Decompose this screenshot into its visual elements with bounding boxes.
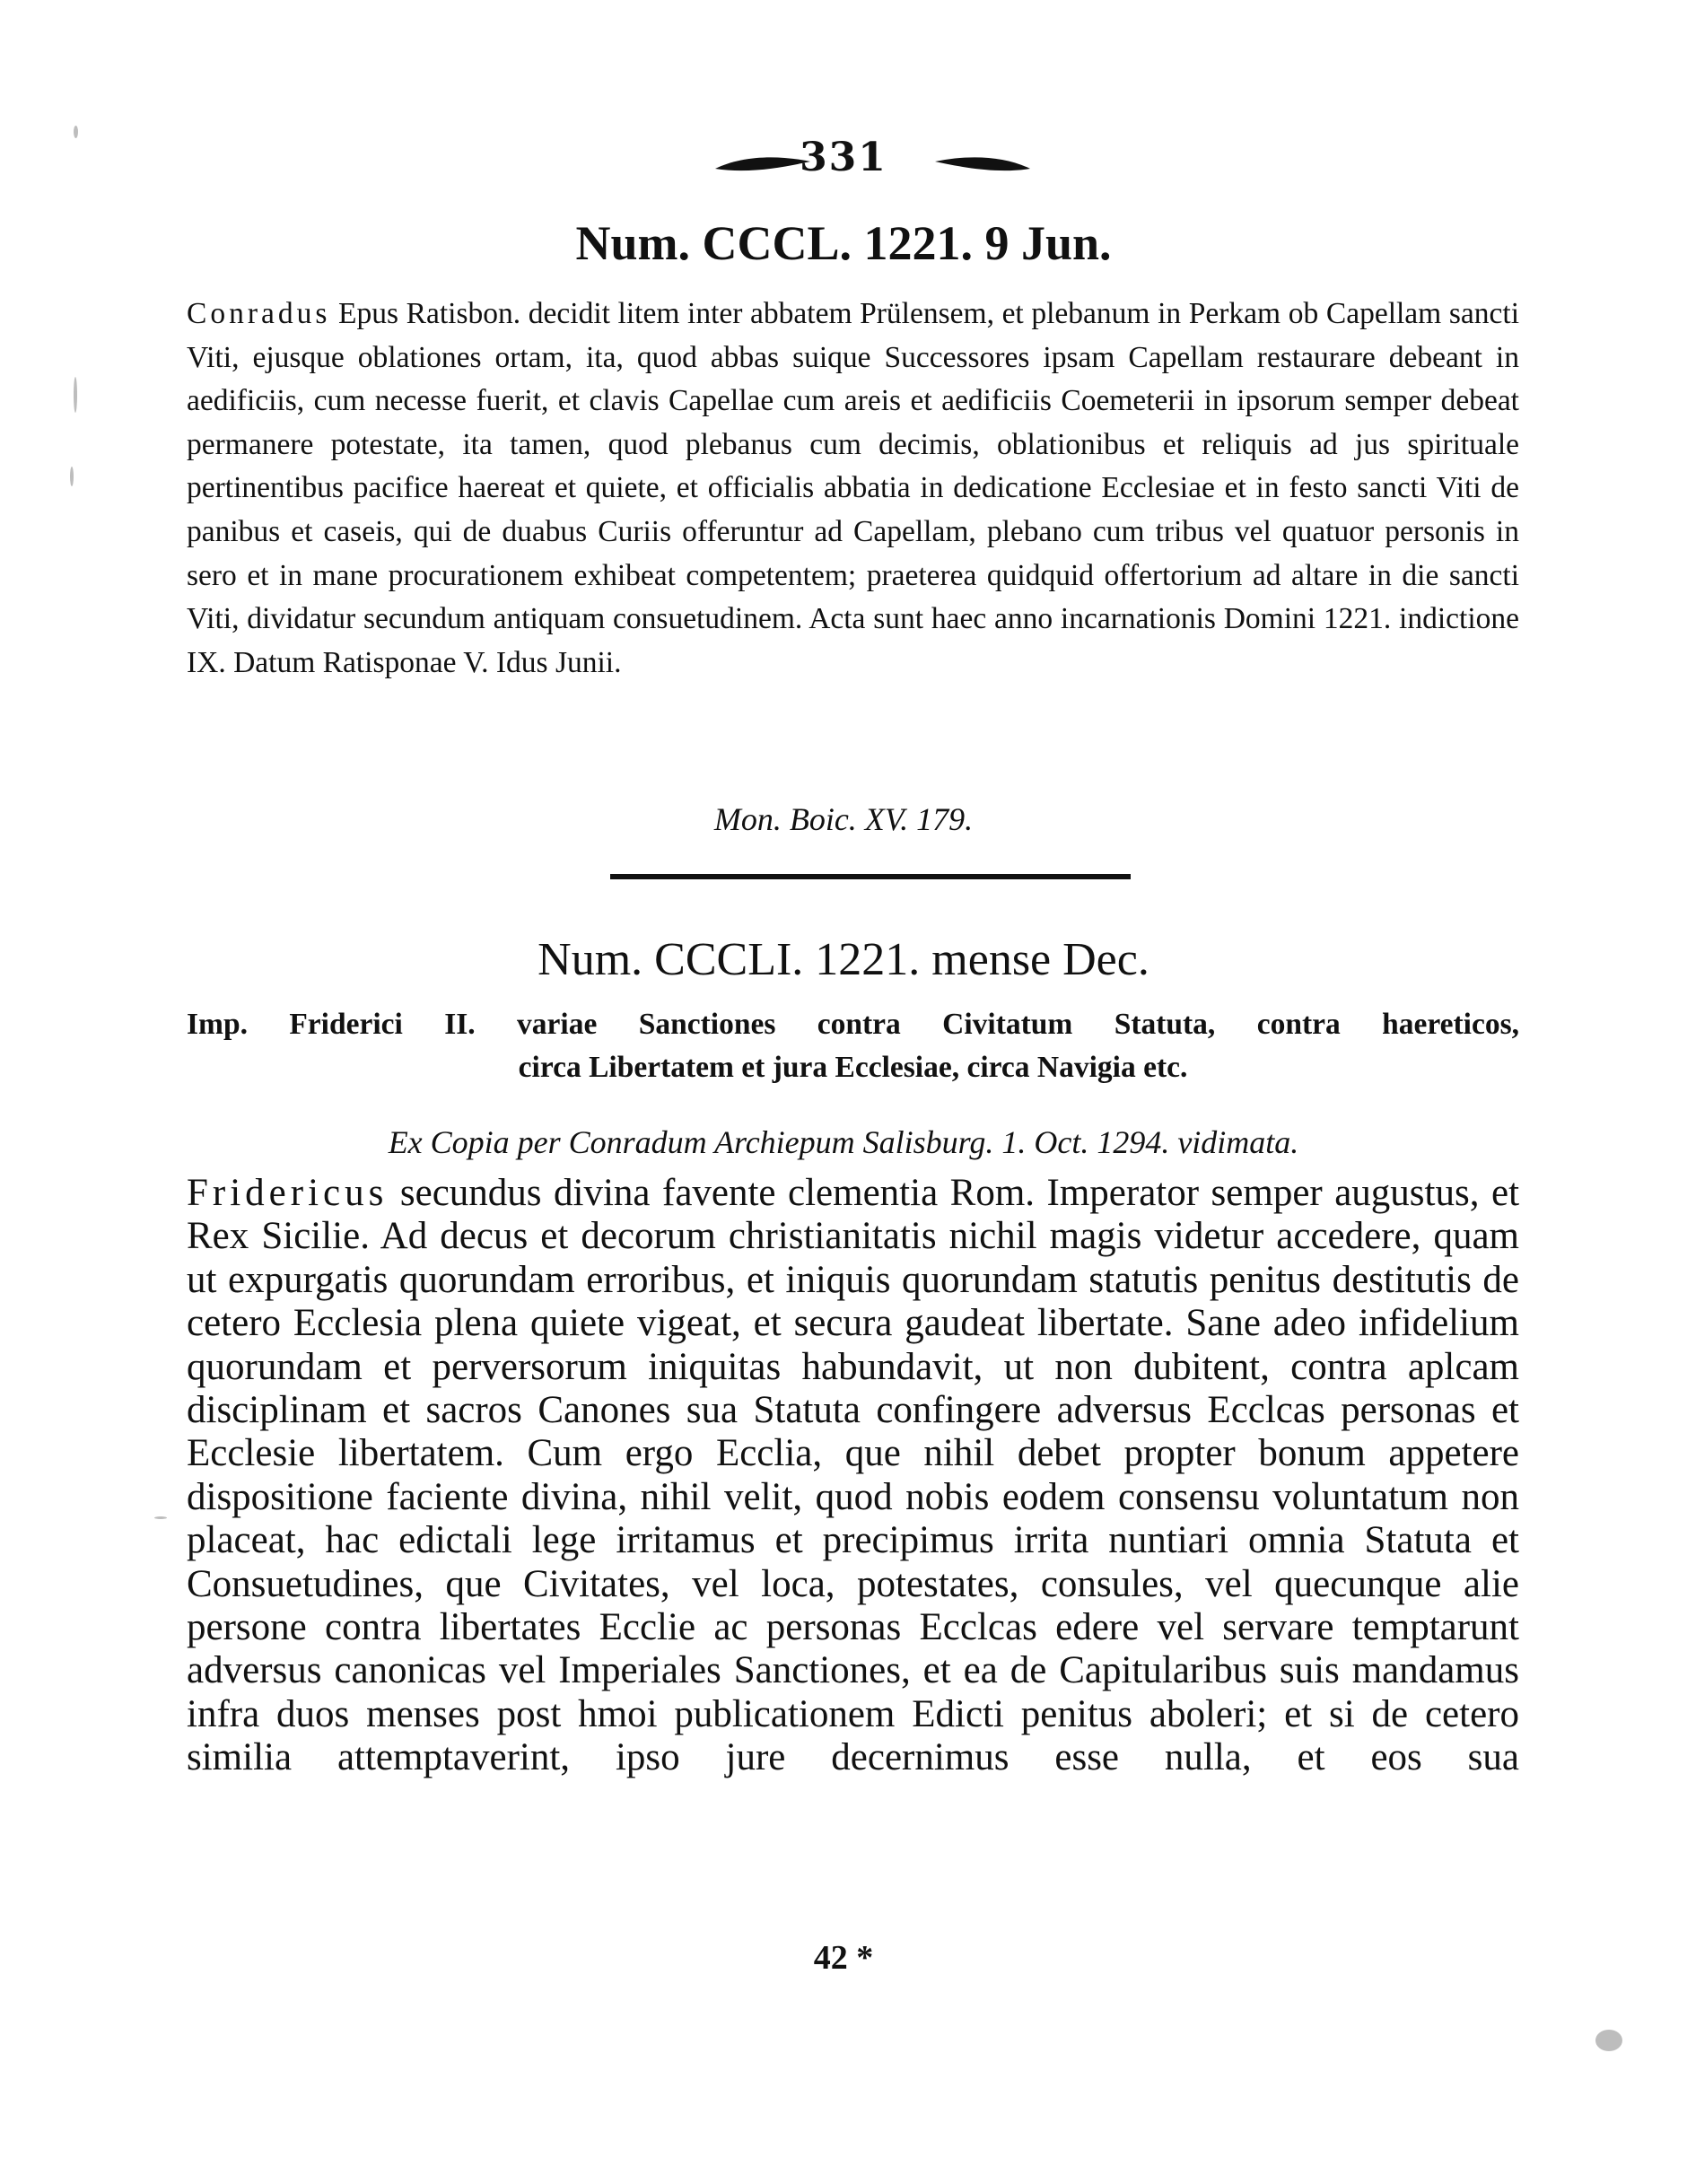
lead-word: Conradus [187, 297, 331, 330]
lead-word: Fridericus [187, 1172, 389, 1214]
charter-text [187, 1172, 1519, 1780]
page-number: 331 [800, 135, 887, 180]
summary-line: Imp. Friderici II. variae Sanctiones contra Civitatum Statuta, contra haereticos, [187, 1008, 1519, 1041]
entry-summary [187, 1003, 1519, 1089]
paper-speck [74, 126, 78, 138]
entry-heading-nccli: Num. CCCLI. 1221. mense Dec. [538, 934, 1149, 985]
paper-speck [74, 377, 77, 413]
paragraph-text: Epus Ratisbon. decidit litem inter abbatem Prülensem, et plebanum in Perkam ob Capellam sancti Viti, ejusque oblationes ortam, ita, quod abbas suique Successores ipsam Capellam restaurare debeant in aedificiis, cum necesse fuerit, et clavis Capellae cum areis et aedificiis Coemeterii in ipsorum semper debeat permanere potestate, ita tamen, quod plebanus cum decimis, oblationibus et reliquis ad jus spirituale pertinentibus pacifice haereat et quiete, et officialis abbatia in dedicatione Ecclesiae et in festo sancti Viti de panibus et caseis, qui de duabus Curiis offeruntur ad Capellam, plebano cum tribus vel quatuor personis in sero et in mane procurationem exhibeat competentem; praeterea quidquid offertorium ad altare in die sancti Viti, dividatur secundum antiquam consuetudinem. Acta sunt haec anno incarnationis Domini 1221. indictione IX. Datum Ratisponae V. Idus Junii. [187, 297, 1519, 679]
entry-text-cccl [187, 293, 1519, 685]
signature-mark: 42 * [813, 1939, 874, 1977]
summary-line: circa Libertatem et jura Ecclesiae, circa Navigia etc. [518, 1051, 1188, 1084]
paper-speck [70, 467, 74, 486]
section-divider [610, 874, 1131, 879]
entry-heading-cccl: Num. CCCL. 1221. 9 Jun. [575, 216, 1112, 270]
source-citation: Mon. Boic. XV. 179. [713, 801, 974, 837]
copy-note: Ex Copia per Conradum Archiepum Salisburg. 1. Oct. 1294. vidimata. [388, 1124, 1299, 1160]
paper-speck [154, 1516, 167, 1519]
right-ornament-icon [933, 151, 1032, 178]
paper-speck [1595, 2030, 1622, 2051]
paragraph-text: secundus divina favente clementia Rom. Imperator semper augustus, et Rex Sicilie. Ad decus et decorum christianitatis nichil magis videtur accedere, quam ut expurgatis quorundam erroribus, et iniquis quorundam statutis penitus destitutis de cetero Ecclesia plena quiete vigeat, et secura gaudeat libertate. Sane adeo infidelium quorundam et perversorum iniquitas habundavit, ut non dubitent, contra aplcam disciplinam et sacros Canones sua Statuta confingere adversus Ecclcas personas et Ecclesie libertatem. Cum ergo Ecclia, que nihil debet propter bonum appetere dispositione faciente divina, nihil velit, quod nobis eodem consensu voluntatum non placeat, hac edictali lege irritamus et precipimus irrita nuntiari omnia Statuta et Consuetudines, que Civitates, vel loca, potestates, consules, vel quecunque alie persone contra libertates Ecclie ac personas Ecclcas edere vel servare temptarunt adversus canonicas vel Imperiales Sanctiones, et ea de Capitularibus suis mandamus infra duos menses post hmoi publicationem Edicti penitus aboleri; et si de cetero similia attemptaverint, ipso jure decernimus esse nulla, et eos sua [187, 1172, 1520, 1779]
